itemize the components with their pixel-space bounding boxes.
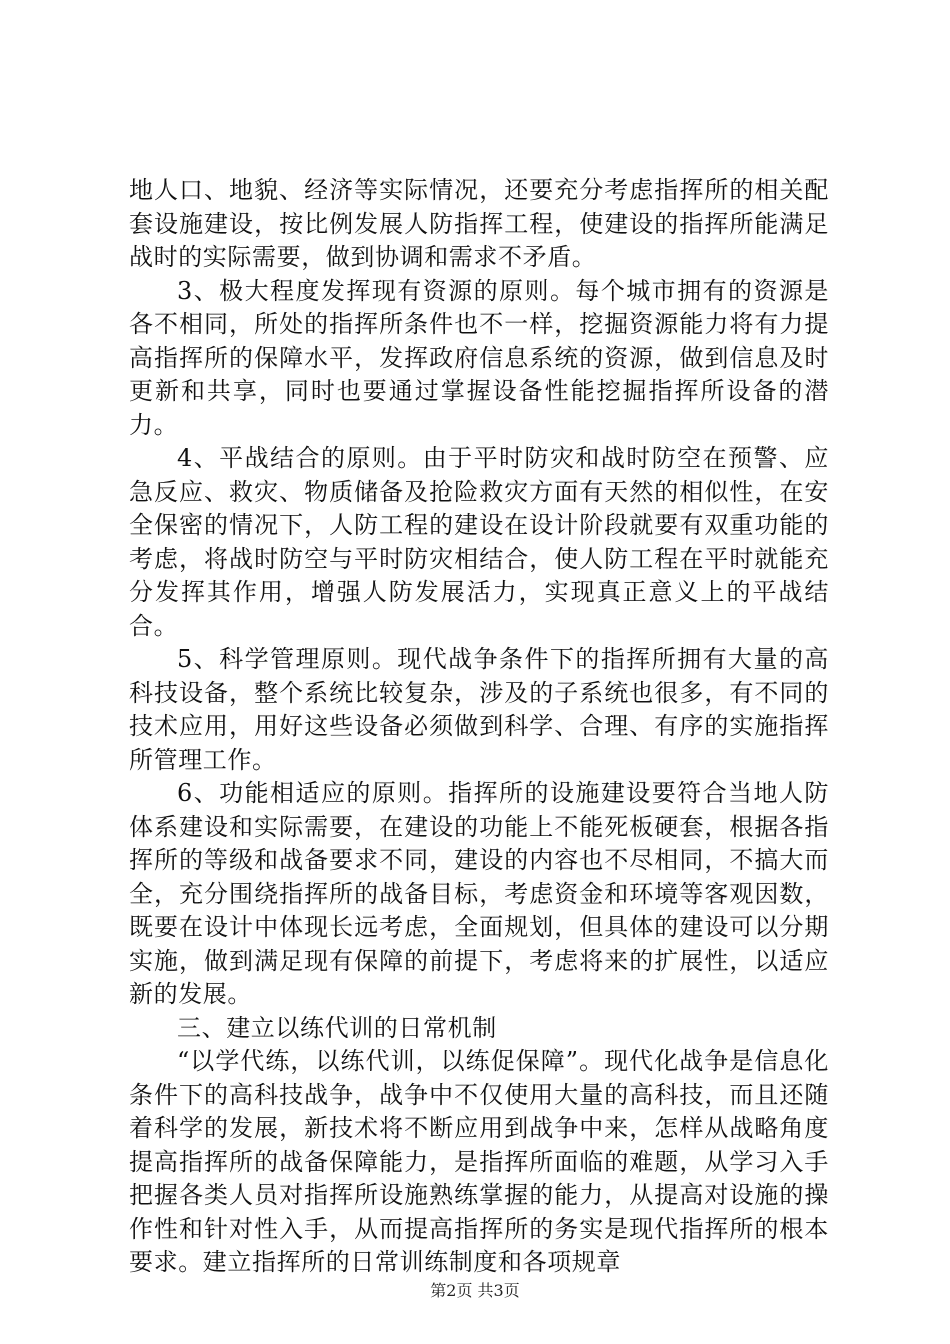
page-footer: 第2页 共3页 [430, 1281, 520, 1300]
document-body [129, 174, 829, 1280]
paragraph-2: 3、极大程度发挥现有资源的原则。每个城市拥有的资源是各不相同，所处的指挥所条件也不一样，挖掘资源能力将有力提高指挥所的保障水平，发挥政府信息系统的资源，做到信息及时更新和共享，同时也要通过掌握设备性能挖掘指挥所设备的潜力。 [129, 276, 829, 439]
paragraph-1: 地人口、地貌、经济等实际情况，还要充分考虑指挥所的相关配套设施建设，按比例发展人防指挥工程，使建设的指挥所能满足战时的实际需要，做到协调和需求不矛盾。 [129, 176, 829, 271]
section-heading: 三、建立以练代训的日常机制 [177, 1013, 497, 1042]
paragraph-6: “以学代练，以练代训，以练促保障”。现代化战争是信息化条件下的高科技战争，战争中不仅使用大量的高科技，而且还随着科学的发展，新技术将不断应用到战争中来，怎样从战略角度提高指挥所的战备保障能力，是指挥所面临的难题，从学习入手把握各类人员对指挥所设施熟练掌握的能力，从提高对设施的操作性和针对性入手，从而提高指挥所的务实是现代指挥所的根本要求。建立指挥所的日常训练制度和各项规章 [129, 1047, 829, 1276]
paragraph-5: 6、功能相适应的原则。指挥所的设施建设要符合当地人防体系建设和实际需要，在建设的功能上不能死板硬套，根据各指挥所的等级和战备要求不同，建设的内容也不尽相同，不搞大而全，充分围绕指挥所的战备目标，考虑资金和环境等客观因数，既要在设计中体现长远考虑，全面规划，但具体的建设可以分期实施，做到满足现有保障的前提下，考虑将来的扩展性，以适应新的发展。 [129, 779, 829, 1008]
paragraph-3: 4、平战结合的原则。由于平时防灾和战时防空在预警、应急反应、救灾、物质储备及抢险救灾方面有天然的相似性，在安全保密的情况下，人防工程的建设在设计阶段就要有双重功能的考虑，将战时防空与平时防灾相结合，使人防工程在平时就能充分发挥其作用，增强人防发展活力，实现真正意义上的平战结合。 [129, 444, 829, 640]
paragraph-4: 5、科学管理原则。现代战争条件下的指挥所拥有大量的高科技设备，整个系统比较复杂，涉及的子系统也很多，有不同的技术应用，用好这些设备必须做到科学、合理、有序的实施指挥所管理工作。 [129, 645, 829, 774]
